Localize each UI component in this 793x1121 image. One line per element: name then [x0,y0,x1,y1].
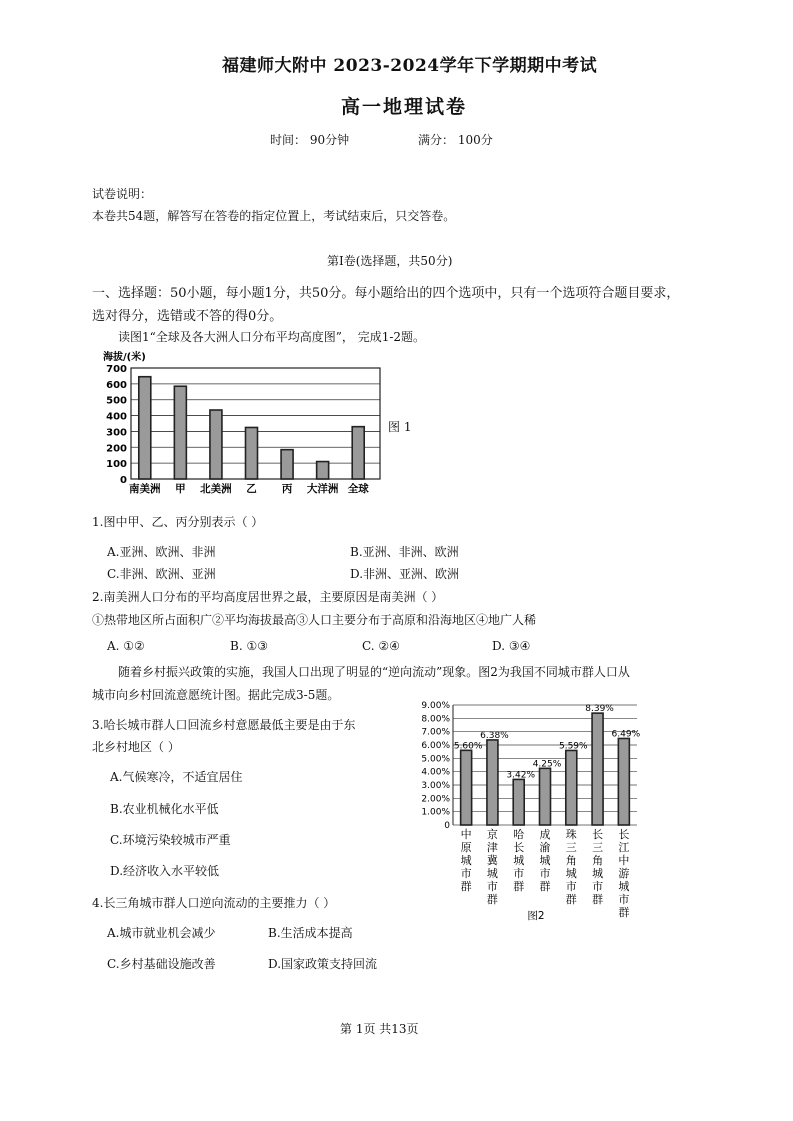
q2-option-c: C. ②④ [362,639,400,653]
figure2-value-label: 6.38% [480,730,509,741]
figure1-label: 图 1 [388,420,412,434]
figure2-category-label [487,827,499,906]
figure2-ytick: 7.00% [421,727,450,738]
time-label: 时间： [270,133,307,147]
figure1-bar [139,377,151,479]
figure2-ytick: 9.00% [421,701,450,711]
figure2-category-char: 市 [592,880,604,893]
exam-subtitle: 高一地理试卷 [341,96,468,118]
q1-option-b: B.亚洲、非洲、欧洲 [350,545,459,559]
figure1-ytick: 400 [106,411,127,423]
figure1-category-label: 丙 [281,483,293,495]
figure1-bar [174,386,186,479]
figure2-category-char: 市 [618,893,630,906]
q1-stem: 1.图中甲、乙、丙分别表示（ ） [92,515,264,529]
q3-option-c: C.环境污染较城市严重 [110,833,231,847]
q2-option-a: A. ①② [107,639,145,653]
q1-option-d: D.非洲、亚洲、欧洲 [350,567,460,581]
figure1-bar [352,427,364,479]
q1-option-a: A.亚洲、欧洲、非洲 [107,545,216,559]
figure2-category-char: 长 [592,828,604,841]
figure2-value-label: 4.25% [532,759,562,770]
figure2-category-char: 中 [618,854,630,867]
figure2-category-char: 市 [460,867,472,880]
section-heading: 第Ⅰ卷(选择题，共50分) [327,254,453,268]
figure2-category-label [513,827,524,893]
score-value: 100分 [457,133,493,147]
q3-option-a: A.气候寒冷，不适宜居住 [110,770,243,784]
figure2-category-char: 群 [486,893,498,906]
figure2-category-char: 城 [513,854,525,867]
figure2-category-char: 江 [618,841,630,854]
figure1-category-label: 乙 [246,483,257,495]
figure2-category-char: 冀 [486,854,498,867]
figure2-category-char: 津 [486,841,498,854]
q3-option-d: D.经济收入水平较低 [110,864,220,878]
figure1-category-label: 北美洲 [200,483,232,495]
figure2-category-char: 市 [539,867,551,880]
figure1-ylabel: 海拔/(米) [103,352,146,363]
figure2-category-char: 群 [460,880,472,893]
figure2-category-char: 群 [618,906,630,919]
figure2-category-char: 群 [513,880,525,893]
q4-stem: 4.长三角城市群人口逆向流动的主要推力（ ） [92,896,336,910]
figure2-category-char: 市 [513,867,525,880]
instructions-text: 本卷共54题，解答写在答卷的指定位置上，考试结束后，只交答卷。 [92,209,456,223]
figure1-chart [95,346,435,496]
time-value: 90分钟 [309,133,350,147]
figure1-bar [317,462,329,479]
figure2-ytick: 1.00% [421,807,450,818]
q4-option-c: C.乡村基础设施改善 [107,957,216,971]
figure2-category-char: 城 [618,880,630,893]
passage-line2: 城市向乡村回流意愿统计图。据此完成3-5题。 [92,688,340,702]
figure2-ytick: 6.00% [421,741,450,751]
figure2-ytick: 0 [444,821,450,831]
figure2-label: 图2 [527,910,545,922]
figure2-category-char: 游 [618,867,630,880]
figure2-category-char: 三 [565,841,577,854]
q1-option-c: C.非洲、欧洲、亚洲 [107,567,216,581]
figure2-category-char: 三 [592,841,604,854]
figure1-ytick: 200 [106,443,127,455]
figure2-bar [566,750,577,825]
figure2-ytick: 2.00% [421,794,450,805]
time-info [270,131,349,148]
q3-stem-line2: 北乡村地区（ ） [92,740,180,754]
figure2-category-char: 长 [618,828,630,841]
figure1-ytick: 600 [106,379,127,391]
figure2-category-char: 城 [592,867,604,880]
score-label: 满分： [418,133,455,147]
figure1-bar [210,410,222,479]
q3-option-b: B.农业机械化水平低 [110,802,219,816]
figure1-bar [281,450,293,479]
figure2-category-char: 中 [460,828,472,841]
figure2-category-label [540,827,551,893]
section-intro-line2: 选对得分，选错或不答的得0分。 [92,309,283,324]
figure2-category-char: 群 [565,893,577,906]
q2-option-b: B. ①③ [230,639,268,653]
figure2-category-char: 群 [592,893,604,906]
figure2-bar [513,779,524,825]
figure1-category-label: 全球 [347,483,369,495]
figure2-category-char: 城 [486,867,498,880]
figure2-ytick: 5.00% [421,754,450,765]
figure2-category-label [618,828,629,919]
figure2-category-label [592,828,603,906]
figure2-category-char: 市 [565,880,577,893]
figure2-category-char: 原 [460,841,472,854]
instructions-label: 试卷说明： [92,187,153,201]
figure2-category-char: 角 [565,854,577,867]
figure2-category-char: 角 [592,854,604,867]
figure2-bar [487,740,498,825]
q4-option-d: D.国家政策支持回流 [268,957,378,971]
figure1-ytick: 500 [106,395,127,407]
figure2-category-char: 成 [539,828,551,841]
figure2-category-char: 京 [486,828,498,841]
q2-statements: ①热带地区所占面积广②平均海拔最高③人口主要分布于高原和沿海地区④地广人稀 [92,613,537,627]
figure2-value-label: 5.59% [558,741,588,752]
figure2-category-char: 市 [486,880,498,893]
q2-option-d: D. ③④ [492,639,531,653]
figure2-bar [461,750,472,825]
figure1-category-label: 甲 [175,483,186,495]
figure2-bar [540,768,551,825]
figure2-ytick: 8.00% [421,714,450,725]
figure2-category-char: 城 [460,854,472,867]
figure2-category-label [566,827,577,906]
figure2-value-label: 5.60% [453,741,483,752]
exam-title: 福建师大附中 2023-2024学年下学期期中考试 [222,56,598,76]
figure1-bar [246,427,258,479]
figure2-value-label: 3.42% [506,770,536,781]
q3-stem-line1: 3.哈长城市群人口回流乡村意愿最低主要是由于东 [92,718,356,732]
page-footer: 第 1页 共13页 [340,1022,419,1036]
figure1-ytick: 700 [106,364,127,375]
figure1-ytick: 0 [120,475,127,486]
figure1-ytick: 300 [106,427,127,439]
section-intro-line1: 一、选择题：50小题，每小题1分，共50分。每小题给出的四个选项中，只有一个选项符合题目要求， [92,286,680,301]
figure1-bars [139,377,364,479]
q4-option-b: B.生活成本提高 [268,926,353,940]
q2-stem: 2.南美洲人口分布的平均高度居世界之最，主要原因是南美洲（ ） [92,590,444,604]
read-figure1-instruction: 读图1“全球及各大洲人口分布平均高度图”， 完成1-2题。 [118,330,426,344]
figure1-category-label: 大洋洲 [306,483,339,495]
passage-line1: 随着乡村振兴政策的实施，我国人口出现了明显的“逆向流动”现象。图2为我国不同城市群人口从 [118,665,630,679]
figure2-category-label [461,827,472,893]
figure2-category-char: 城 [565,867,577,880]
figure2-category-char: 群 [539,880,551,893]
figure1-category-label: 南美洲 [129,483,161,495]
figure2-category-char: 珠 [565,828,577,841]
figure2-category-char: 长 [513,841,525,854]
figure2-category-char: 哈 [513,828,525,841]
figure2-ytick: 3.00% [421,781,450,791]
figure2-category-char: 渝 [539,841,551,854]
q4-option-a: A.城市就业机会减少 [107,926,216,940]
figure2-ytick: 4.00% [421,767,450,778]
figure2-value-label: 6.49% [611,729,641,740]
figure2-category-char: 城 [539,854,551,867]
figure1-ytick: 100 [106,459,127,471]
figure2-chart [405,696,650,928]
figure2-bar [592,713,603,825]
figure2-value-label: 8.39% [585,704,614,715]
score-info [418,131,493,148]
figure2-bar [618,738,629,825]
